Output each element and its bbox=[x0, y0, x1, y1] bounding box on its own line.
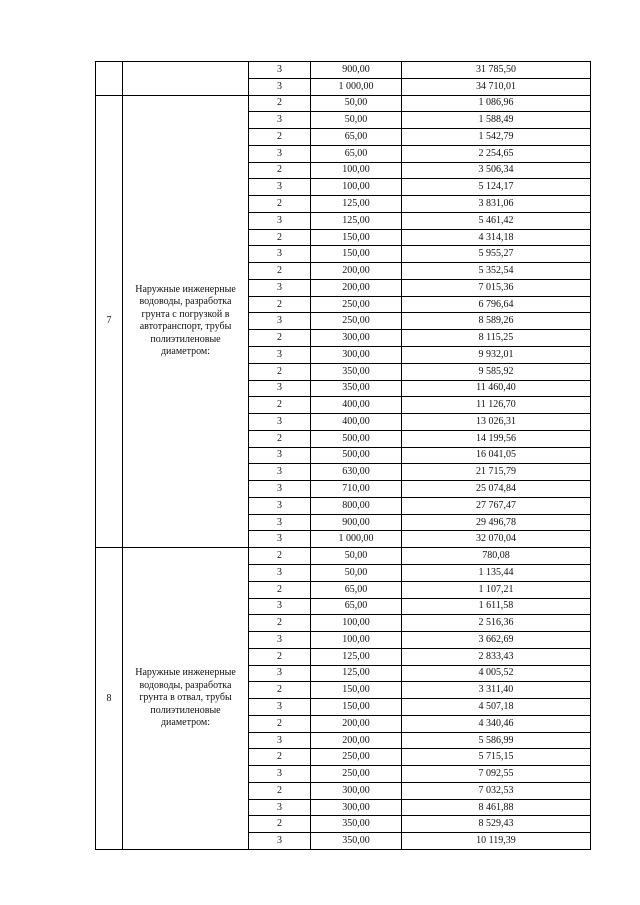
cost-cell: 11 126,70 bbox=[402, 397, 591, 414]
pipe-type-cell: 2 bbox=[249, 548, 311, 565]
pipe-type-cell: 3 bbox=[249, 531, 311, 548]
pipe-type-cell: 3 bbox=[249, 464, 311, 481]
pipe-type-cell: 2 bbox=[249, 782, 311, 799]
cost-cell: 4 314,18 bbox=[402, 229, 591, 246]
diameter-cell: 630,00 bbox=[311, 464, 402, 481]
diameter-cell: 125,00 bbox=[311, 196, 402, 213]
pipe-type-cell: 2 bbox=[249, 363, 311, 380]
cost-cell: 32 070,04 bbox=[402, 531, 591, 548]
diameter-cell: 200,00 bbox=[311, 715, 402, 732]
cost-cell: 2 254,65 bbox=[402, 145, 591, 162]
pipe-type-cell: 2 bbox=[249, 129, 311, 146]
diameter-cell: 300,00 bbox=[311, 347, 402, 364]
diameter-cell: 250,00 bbox=[311, 749, 402, 766]
cost-cell: 5 124,17 bbox=[402, 179, 591, 196]
pipe-type-cell: 3 bbox=[249, 212, 311, 229]
pipe-type-cell: 3 bbox=[249, 766, 311, 783]
cost-cell: 8 529,43 bbox=[402, 816, 591, 833]
diameter-cell: 400,00 bbox=[311, 397, 402, 414]
section-description bbox=[123, 62, 249, 96]
pipe-type-cell: 3 bbox=[249, 632, 311, 649]
section-description: Наружные инженерные водоводы, разработка грунта с погрузкой в автотранспорт, трубы полиэтиленовые диаметром: bbox=[123, 95, 249, 548]
section-number: 8 bbox=[96, 548, 123, 850]
cost-cell: 1 107,21 bbox=[402, 581, 591, 598]
diameter-cell: 125,00 bbox=[311, 665, 402, 682]
cost-cell: 6 796,64 bbox=[402, 296, 591, 313]
cost-cell: 13 026,31 bbox=[402, 414, 591, 431]
pipe-type-cell: 3 bbox=[249, 481, 311, 498]
cost-cell: 31 785,50 bbox=[402, 62, 591, 79]
pipe-type-cell: 3 bbox=[249, 564, 311, 581]
pipe-type-cell: 2 bbox=[249, 330, 311, 347]
cost-cell: 10 119,39 bbox=[402, 833, 591, 850]
pipe-type-cell: 3 bbox=[249, 78, 311, 95]
cost-cell: 3 506,34 bbox=[402, 162, 591, 179]
pipe-type-cell: 3 bbox=[249, 665, 311, 682]
cost-cell: 9 585,92 bbox=[402, 363, 591, 380]
section-description: Наружные инженерные водоводы, разработка грунта в отвал, трубы полиэтиленовые диаметром: bbox=[123, 548, 249, 850]
pipe-type-cell: 2 bbox=[249, 263, 311, 280]
cost-cell: 5 715,15 bbox=[402, 749, 591, 766]
pipe-type-cell: 3 bbox=[249, 497, 311, 514]
cost-table-body bbox=[96, 62, 591, 850]
pipe-type-cell: 3 bbox=[249, 246, 311, 263]
diameter-cell: 250,00 bbox=[311, 313, 402, 330]
diameter-cell: 500,00 bbox=[311, 447, 402, 464]
cost-cell: 5 955,27 bbox=[402, 246, 591, 263]
diameter-cell: 150,00 bbox=[311, 682, 402, 699]
cost-cell: 5 586,99 bbox=[402, 732, 591, 749]
diameter-cell: 100,00 bbox=[311, 615, 402, 632]
pipe-type-cell: 2 bbox=[249, 397, 311, 414]
cost-cell: 8 461,88 bbox=[402, 799, 591, 816]
diameter-cell: 150,00 bbox=[311, 699, 402, 716]
pipe-type-cell: 2 bbox=[249, 816, 311, 833]
pipe-type-cell: 3 bbox=[249, 598, 311, 615]
pipe-type-cell: 3 bbox=[249, 414, 311, 431]
cost-cell: 14 199,56 bbox=[402, 430, 591, 447]
cost-cell: 11 460,40 bbox=[402, 380, 591, 397]
cost-cell: 2 833,43 bbox=[402, 648, 591, 665]
pipe-type-cell: 2 bbox=[249, 749, 311, 766]
pipe-type-cell: 2 bbox=[249, 715, 311, 732]
pipe-type-cell: 3 bbox=[249, 313, 311, 330]
diameter-cell: 250,00 bbox=[311, 296, 402, 313]
cost-cell: 4 005,52 bbox=[402, 665, 591, 682]
diameter-cell: 200,00 bbox=[311, 263, 402, 280]
pipe-type-cell: 3 bbox=[249, 380, 311, 397]
section-number: 7 bbox=[96, 95, 123, 548]
cost-table bbox=[95, 61, 591, 850]
diameter-cell: 800,00 bbox=[311, 497, 402, 514]
cost-cell: 27 767,47 bbox=[402, 497, 591, 514]
diameter-cell: 300,00 bbox=[311, 782, 402, 799]
diameter-cell: 350,00 bbox=[311, 363, 402, 380]
diameter-cell: 50,00 bbox=[311, 95, 402, 112]
cost-cell: 1 588,49 bbox=[402, 112, 591, 129]
diameter-cell: 900,00 bbox=[311, 514, 402, 531]
cost-cell: 3 311,40 bbox=[402, 682, 591, 699]
diameter-cell: 65,00 bbox=[311, 598, 402, 615]
cost-cell: 2 516,36 bbox=[402, 615, 591, 632]
diameter-cell: 100,00 bbox=[311, 179, 402, 196]
pipe-type-cell: 2 bbox=[249, 648, 311, 665]
pipe-type-cell: 3 bbox=[249, 279, 311, 296]
pipe-type-cell: 3 bbox=[249, 112, 311, 129]
section-number bbox=[96, 62, 123, 96]
diameter-cell: 1 000,00 bbox=[311, 531, 402, 548]
cost-cell: 1 135,44 bbox=[402, 564, 591, 581]
cost-cell: 7 015,36 bbox=[402, 279, 591, 296]
diameter-cell: 100,00 bbox=[311, 632, 402, 649]
cost-cell: 21 715,79 bbox=[402, 464, 591, 481]
diameter-cell: 125,00 bbox=[311, 212, 402, 229]
diameter-cell: 350,00 bbox=[311, 816, 402, 833]
pipe-type-cell: 3 bbox=[249, 699, 311, 716]
diameter-cell: 710,00 bbox=[311, 481, 402, 498]
cost-cell: 3 662,69 bbox=[402, 632, 591, 649]
cost-cell: 34 710,01 bbox=[402, 78, 591, 95]
cost-cell: 7 092,55 bbox=[402, 766, 591, 783]
diameter-cell: 200,00 bbox=[311, 279, 402, 296]
cost-cell: 25 074,84 bbox=[402, 481, 591, 498]
diameter-cell: 65,00 bbox=[311, 145, 402, 162]
diameter-cell: 350,00 bbox=[311, 833, 402, 850]
pipe-type-cell: 2 bbox=[249, 296, 311, 313]
pipe-type-cell: 2 bbox=[249, 229, 311, 246]
pipe-type-cell: 2 bbox=[249, 581, 311, 598]
cost-cell: 8 115,25 bbox=[402, 330, 591, 347]
pipe-type-cell: 3 bbox=[249, 179, 311, 196]
pipe-type-cell: 2 bbox=[249, 162, 311, 179]
pipe-type-cell: 3 bbox=[249, 514, 311, 531]
diameter-cell: 350,00 bbox=[311, 380, 402, 397]
cost-cell: 1 611,58 bbox=[402, 598, 591, 615]
cost-cell: 4 340,46 bbox=[402, 715, 591, 732]
pipe-type-cell: 3 bbox=[249, 447, 311, 464]
pipe-type-cell: 3 bbox=[249, 799, 311, 816]
table-row bbox=[96, 62, 591, 79]
diameter-cell: 300,00 bbox=[311, 799, 402, 816]
diameter-cell: 400,00 bbox=[311, 414, 402, 431]
cost-cell: 9 932,01 bbox=[402, 347, 591, 364]
cost-cell: 16 041,05 bbox=[402, 447, 591, 464]
diameter-cell: 65,00 bbox=[311, 129, 402, 146]
pipe-type-cell: 3 bbox=[249, 833, 311, 850]
diameter-cell: 100,00 bbox=[311, 162, 402, 179]
diameter-cell: 1 000,00 bbox=[311, 78, 402, 95]
pipe-type-cell: 2 bbox=[249, 95, 311, 112]
table-row bbox=[96, 95, 591, 112]
cost-cell: 1 542,79 bbox=[402, 129, 591, 146]
diameter-cell: 50,00 bbox=[311, 564, 402, 581]
pipe-type-cell: 3 bbox=[249, 347, 311, 364]
diameter-cell: 50,00 bbox=[311, 112, 402, 129]
pipe-type-cell: 3 bbox=[249, 145, 311, 162]
cost-cell: 3 831,06 bbox=[402, 196, 591, 213]
pipe-type-cell: 2 bbox=[249, 615, 311, 632]
diameter-cell: 50,00 bbox=[311, 548, 402, 565]
pipe-type-cell: 2 bbox=[249, 682, 311, 699]
table-row bbox=[96, 548, 591, 565]
cost-cell: 780,08 bbox=[402, 548, 591, 565]
diameter-cell: 150,00 bbox=[311, 246, 402, 263]
diameter-cell: 200,00 bbox=[311, 732, 402, 749]
diameter-cell: 65,00 bbox=[311, 581, 402, 598]
pipe-type-cell: 3 bbox=[249, 732, 311, 749]
pipe-type-cell: 2 bbox=[249, 430, 311, 447]
cost-cell: 5 461,42 bbox=[402, 212, 591, 229]
diameter-cell: 150,00 bbox=[311, 229, 402, 246]
cost-cell: 1 086,96 bbox=[402, 95, 591, 112]
pipe-type-cell: 3 bbox=[249, 62, 311, 79]
cost-cell: 5 352,54 bbox=[402, 263, 591, 280]
diameter-cell: 500,00 bbox=[311, 430, 402, 447]
diameter-cell: 125,00 bbox=[311, 648, 402, 665]
diameter-cell: 250,00 bbox=[311, 766, 402, 783]
cost-cell: 8 589,26 bbox=[402, 313, 591, 330]
pipe-type-cell: 2 bbox=[249, 196, 311, 213]
cost-cell: 7 032,53 bbox=[402, 782, 591, 799]
diameter-cell: 900,00 bbox=[311, 62, 402, 79]
diameter-cell: 300,00 bbox=[311, 330, 402, 347]
cost-cell: 4 507,18 bbox=[402, 699, 591, 716]
cost-cell: 29 496,78 bbox=[402, 514, 591, 531]
